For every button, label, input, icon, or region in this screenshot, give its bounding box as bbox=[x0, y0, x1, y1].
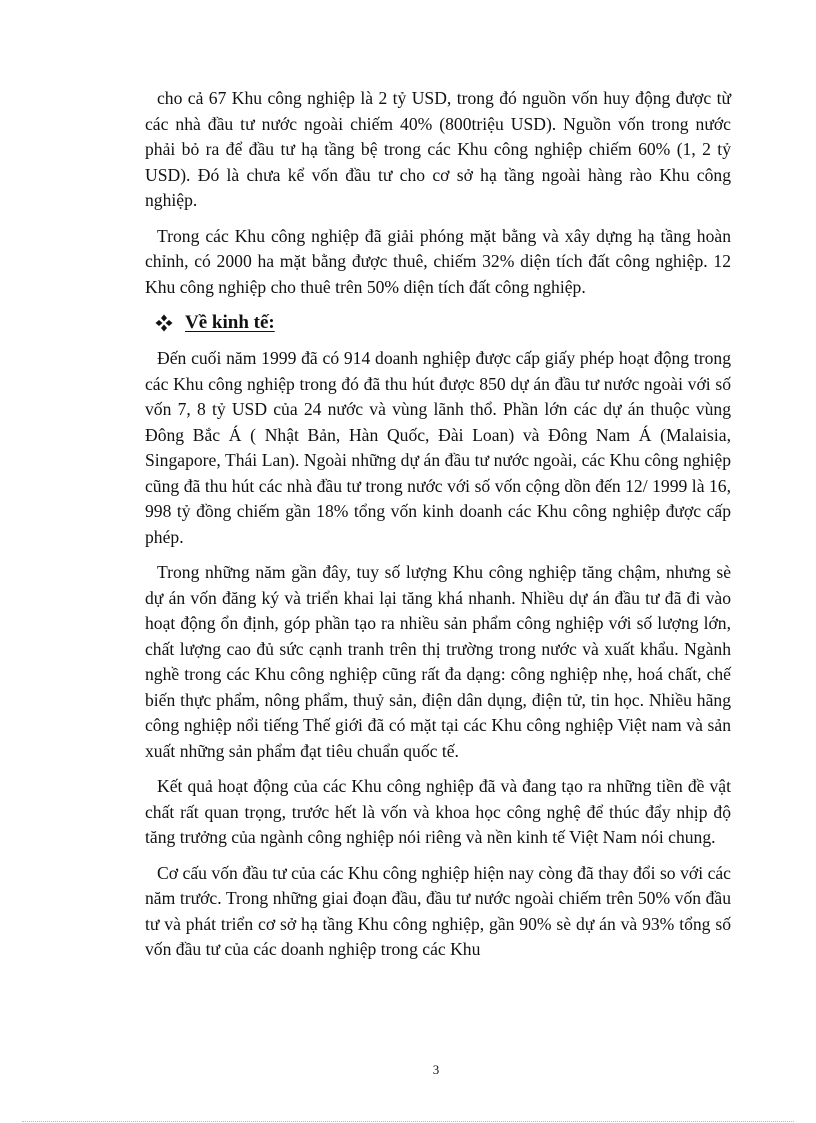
paragraph-enterprises-1999: Đến cuối năm 1999 đã có 914 doanh nghiệp được cấp giấy phép hoạt động trong các Khu công nghiệp trong đó đã thu hút được 850 dự án đầu tư nước ngoài với số vốn 7, 8 tỷ USD của 24 nước và vùng lãnh thổ. Phần lớn các dự án thuộc vùng Đông Bắc Á ( Nhật Bản, Hàn Quốc, Đài Loan) và Đông Nam Á (Malaisia, Singapore, Thái Lan). Ngoài những dự án đầu tư nước ngoài, các Khu công nghiệp cũng đã thu hút các nhà đầu tư trong nước với số vốn cộng dồn đến 12/ 1999 là 16, 998 tỷ đồng chiếm gần 18% tổng vốn kinh doanh các Khu công nghiệp được cấp phép. bbox=[145, 348, 731, 547]
paragraph-investment-capital: cho cả 67 Khu công nghiệp là 2 tỷ USD, trong đó nguồn vốn huy động được từ các nhà đầu tư nước ngoài chiếm 40% (800triệu USD). Nguồn vốn trong nước phải bỏ ra để đầu tư hạ tầng bệ trong các Khu công nghiệp chiếm 60% (1, 2 tỷ USD). Đó là chưa kể vốn đầu tư cho cơ sở hạ tầng ngoài hàng rào Khu công nghiệp. bbox=[145, 88, 731, 210]
page-number: 3 bbox=[432, 1062, 440, 1077]
paragraph-capital-structure: Cơ cấu vốn đầu tư của các Khu công nghiệp hiện nay còng đã thay đổi so với các năm trước. Trong những giai đoạn đầu, đầu tư nước ngoài chiếm trên 50% vốn đầu tư và phát triển cơ sở hạ tầng Khu công nghiệp, gần 90% sè dự án và 93% tổng số vốn đầu tư của các doanh nghiệp trong các Khu bbox=[145, 862, 731, 959]
page-content bbox=[145, 86, 731, 973]
paragraph-recent-years: Trong những năm gần đây, tuy số lượng Khu công nghiệp tăng chậm, nhưng sè dự án vốn đăng ký và triển khai lại tăng khá nhanh. Nhiều dự án đầu tư đã đi vào hoạt động ổn định, góp phần tạo ra nhiều sản phẩm công nghiệp với số lượng lớn, chất lượng cao đủ sức cạnh tranh trên thị trường trong nước và xuất khẩu. Ngành nghề trong các Khu công nghiệp cũng rất đa dạng: công nghiệp nhẹ, hoá chất, chế biến thực phẩm, nông phẩm, thuỷ sản, điện dân dụng, điện tử, tin học. Nhiều hãng công nghiệp nổi tiếng Thế giới đã có mặt tại các Khu công nghiệp Việt nam và sản xuất những sản phẩm đạt tiêu chuẩn quốc tế. bbox=[145, 562, 731, 761]
paragraph-results: Kết quả hoạt động của các Khu công nghiệp đã và đang tạo ra những tiền đề vật chất rất quan trọng, trước hết là vốn và khoa học công nghệ để thúc đẩy nhịp độ tăng trưởng của ngành công nghiệp nói riêng và nền kinh tế Việt Nam nói chung. bbox=[145, 776, 731, 847]
footer-divider bbox=[22, 1121, 794, 1122]
four-diamond-bullet-icon bbox=[155, 314, 173, 332]
section-heading bbox=[155, 310, 731, 336]
paragraph-land-lease: Trong các Khu công nghiệp đã giải phóng mặt bằng và xây dựng hạ tầng hoàn chỉnh, có 2000 ha mặt bằng được thuê, chiếm 32% diện tích đất công nghiệp. 12 Khu công nghiệp cho thuê trên 50% diện tích đất công nghiệp. bbox=[145, 225, 731, 297]
section-heading-text: Về kinh tế: bbox=[185, 312, 275, 333]
